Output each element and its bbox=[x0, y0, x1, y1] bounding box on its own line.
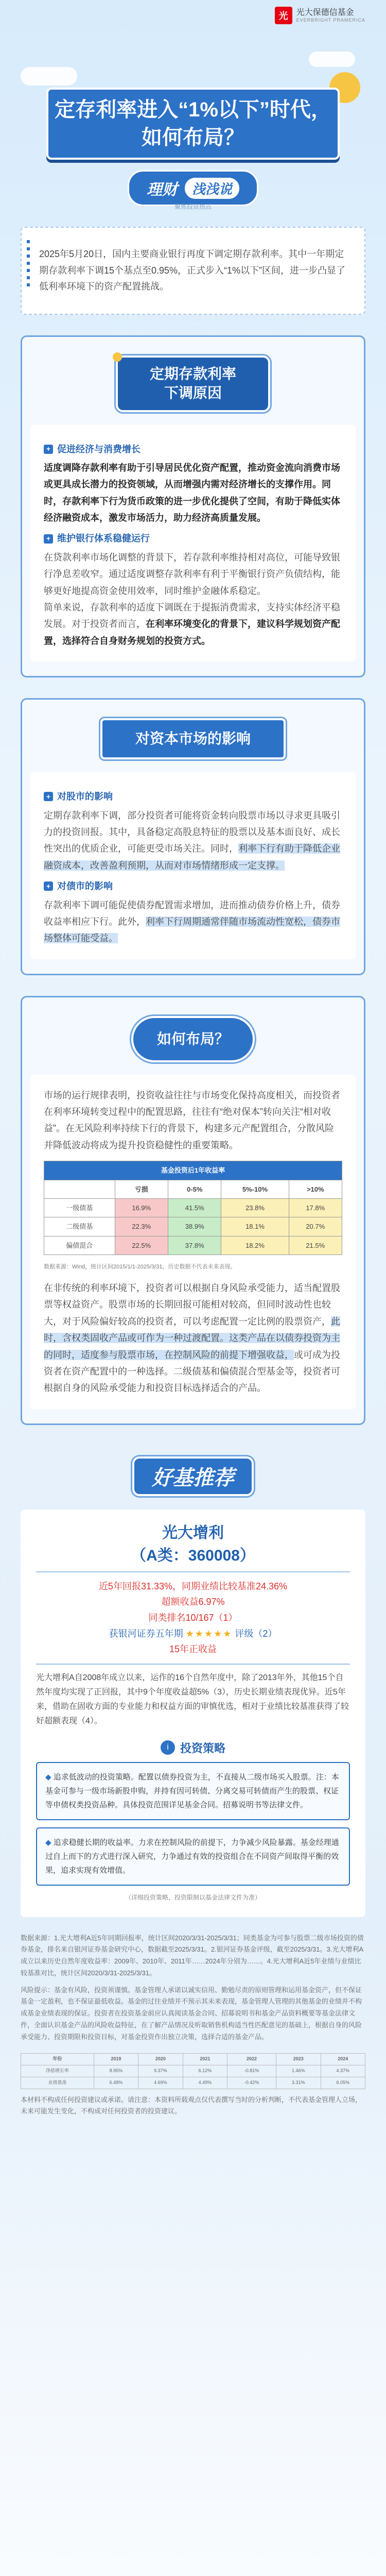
intro-card bbox=[21, 227, 365, 315]
table-cell: 8.95% bbox=[94, 2065, 138, 2077]
table-cell: 二级债基 bbox=[44, 1217, 115, 1236]
hero-title-line2: 如何布局？ bbox=[142, 126, 244, 149]
table-col: 0-5% bbox=[168, 1180, 221, 1198]
section3-text2-highlight: 此时，含权类固收产品或可作为一种过渡配置。这类产品在以债券投资为主的同时，适度参与股票市场，在控制风险的前提下增强收益， bbox=[44, 1316, 340, 1360]
section2-body bbox=[30, 772, 356, 959]
disclaimer-p3: 本材料不构成任何投资建议或承诺。请注意：本资料所载观点仅代表撰写当时的分析判断，不代表基金管理人立场，未来可能发生变化，不构成对任何投资者的投资建议。 bbox=[21, 2095, 362, 2115]
rating-stars-icon: ★★★★★ bbox=[185, 1628, 233, 1639]
strategy-box-2 bbox=[36, 1827, 350, 1886]
section1-sub1-label: 促进经济与消费增长 bbox=[57, 444, 141, 454]
section2-sub1-highlight: 利率下行有助于降低企业融资成本，改善盈利预期，从而对市场情绪形成一定支撑。 bbox=[44, 843, 340, 871]
table-header: 基金投资后1年收益率 bbox=[44, 1161, 342, 1180]
table-cell: -0.81% bbox=[227, 2065, 276, 2077]
table-cell: 22.3% bbox=[115, 1217, 168, 1236]
divider bbox=[36, 1664, 350, 1665]
table-cell: 21.5% bbox=[289, 1236, 342, 1255]
table-col: 2022 bbox=[227, 2054, 276, 2065]
top-bar bbox=[0, 0, 386, 31]
fund-return-line: 近5年回报31.33%，同期业绩比较基准24.36% bbox=[98, 1581, 288, 1591]
tag-right: 浅浅说 bbox=[185, 178, 239, 199]
table-cell: 净值增长率 bbox=[21, 2065, 94, 2077]
table-cell: 4.69% bbox=[138, 2077, 183, 2089]
brand-sub: EVERBRIGHT PRAMERICA bbox=[296, 17, 365, 23]
fund-code: （A类：360008） bbox=[131, 1547, 255, 1564]
brand-name: 光大保德信基金 bbox=[296, 8, 354, 18]
table-cell: 6.48% bbox=[94, 2077, 138, 2089]
table-cell: 9.37% bbox=[138, 2065, 183, 2077]
table-cell: 23.8% bbox=[221, 1199, 289, 1217]
disclaimer-p2: 风险提示：基金有风险，投资须谨慎。基金管理人承诺以诚实信用、勤勉尽责的原则管理和运用基金资产，但不保证基金一定盈利，也不保证最低收益。基金的过往业绩并不预示其未来表现，基金管理人管理的其他基金的业绩并不构成基金业绩表现的保证。投资者在投资基金前应认真阅读基金合同、招募说明书和基金产品资料概要等基金法律文件，全面认识基金产品的风险收益特征，在了解产品情况及听取销售机构适当性匹配意见的基础上，根据自身的风险承受能力、投资期限和投资目标，对基金投资作出独立决策，选择合适的基金产品。 bbox=[21, 1986, 362, 2041]
section2-sub2-label: 对债市的影响 bbox=[57, 881, 113, 892]
fund-excess-line: 超额收益6.97% bbox=[161, 1597, 225, 1607]
dots-decoration-icon bbox=[27, 240, 30, 286]
table-cell: 1.46% bbox=[276, 2065, 321, 2077]
strategy-title bbox=[36, 1740, 350, 1756]
table-cell: 18.1% bbox=[221, 1217, 289, 1236]
table-cell: 一级债基 bbox=[44, 1199, 115, 1217]
table-row bbox=[44, 1236, 342, 1255]
section-how-to-allocate bbox=[21, 996, 365, 1425]
fund-description: 光大增利A自2008年成立以来，运作的16个自然年度中，除了2013年外，其他15个自然年度均实现了正回报，其中9个年度收益超5%（3），历史长期业绩表现优异。近5年来，借助在固收方面的专业能力和权益方面的审慎优选，相对于业绩比较基准获得了较好超额表现（4）。 bbox=[36, 1673, 349, 1725]
section1-sub2-label: 维护银行体系稳健运行 bbox=[57, 533, 150, 544]
table-col: 2024 bbox=[321, 2054, 365, 2065]
intro-text: 2025年5月20日，国内主要商业银行再度下调定期存款利率。其中一年期定期存款利率下调15个基点至0.95%，正式步入“1%以下”区间，进一步凸显了低利率环境下的资产配置挑战。 bbox=[39, 249, 346, 292]
section1-sub2 bbox=[44, 530, 342, 547]
table-cell: 6.12% bbox=[183, 2065, 227, 2077]
hero bbox=[0, 31, 386, 216]
rating-tail: 评级（2） bbox=[235, 1628, 277, 1639]
section-market-impact bbox=[21, 698, 365, 975]
bubble-decoration-icon bbox=[113, 352, 122, 362]
table-cell: 偏债混合 bbox=[44, 1236, 115, 1255]
recommend-title-text: 好基推荐 bbox=[132, 1456, 254, 1496]
section2-badge: 对资本市场的影响 bbox=[100, 718, 286, 759]
strategy-box-1 bbox=[36, 1762, 350, 1820]
section2-sub1 bbox=[44, 788, 342, 805]
tag-sub: 聚焦投资热点 bbox=[174, 203, 212, 210]
table-cell: 20.7% bbox=[289, 1217, 342, 1236]
table-cell: 18.2% bbox=[221, 1236, 289, 1255]
cloud-decoration-icon bbox=[21, 67, 77, 86]
tag-left: 理财 bbox=[146, 181, 178, 198]
table-cell: 4.49% bbox=[183, 2077, 227, 2089]
fund-name: 光大增利 bbox=[162, 1524, 224, 1541]
section1-badge bbox=[116, 355, 270, 412]
fund-card bbox=[21, 1510, 365, 1917]
table-cell: 6.05% bbox=[321, 2077, 365, 2089]
strategy-text-2: 追求稳健长期的收益率。力求在控制风险的前提下，力争减少风险暴露。基金经理通过自上而下的方式进行深入研究，力争通过有效的投资组合在不同资产间取得平衡的效果，追求实现有效增值。 bbox=[45, 1838, 339, 1875]
section1-sub1 bbox=[44, 441, 342, 457]
section3-text2: 在非传统的利率环境下，投资者可以根据自身风险承受能力，适当配置股票等权益资产。股票市场的长期回报可能相对较高，但同时波动性也较大，对于风险偏好较高的投资者，可以考虑配置一定比例的股票资产， bbox=[44, 1283, 340, 1327]
plus-icon: + bbox=[44, 882, 53, 891]
table-row bbox=[21, 2077, 365, 2089]
section1-sub2-text: 在贷款利率市场化调整的背景下，若存款利率维持相对高位，可能导致银行净息差收窄。通过适度调整存款利率有利于平衡银行资产负债结构，能够更好地提高资金使用效率，同时维护金融体系稳定。 bbox=[44, 552, 340, 596]
table-note: 数据来源：Wind，统计区间2015/1/1-2025/3/31，历史数据不代表未来表现。 bbox=[44, 1264, 236, 1270]
plus-icon: + bbox=[44, 534, 53, 544]
table-cell: 16.9% bbox=[115, 1199, 168, 1217]
section3-badge: 如何布局？ bbox=[131, 1016, 255, 1062]
section2-sub2 bbox=[44, 878, 342, 894]
table-col: 亏损 bbox=[115, 1180, 168, 1198]
section1-lead: 适度调降存款利率有助于引导居民优化资产配置，推动资金流向消费市场或更具成长潜力的投资领域，从而增强内需对经济增长的支撑作用。同时，存款利率下行为货币政策的进一步优化提供了空间， bbox=[44, 462, 340, 506]
fund-since-line: 15年正收益 bbox=[169, 1644, 217, 1655]
section2-sub1-text: 定期存款利率下调，部分投资者可能将资金转向股票市场以寻求更具吸引力的投资回报。其中，具备稳定高股息特征的股票以及基本面良好、成长性突出的优质企业，可能更受市场关注。同时， bbox=[44, 810, 340, 854]
table-row bbox=[44, 1199, 342, 1217]
section1-lead-bold: 有助于降低实体经济融资成本，激发市场活力，助力经济高质量发展。 bbox=[44, 496, 340, 523]
table-cell: 37.8% bbox=[168, 1236, 221, 1255]
table-cell: 22.5% bbox=[115, 1236, 168, 1255]
brand-logo bbox=[275, 7, 365, 24]
table-col: 2023 bbox=[276, 2054, 321, 2065]
section2-sub2-highlight: 利率下行周期通常伴随市场流动性宽松，债券市场整体可能受益。 bbox=[44, 916, 340, 944]
fund-rank-line: 同类排名10/167（1） bbox=[148, 1612, 238, 1623]
return-distribution-table bbox=[44, 1161, 342, 1255]
plus-icon: + bbox=[44, 792, 53, 801]
section2-sub2-text: 存款利率下调可能促使债券配置需求增加，进而推动债券价格上升，债券收益率相应下行。此外， bbox=[44, 900, 340, 927]
table-cell: 38.9% bbox=[168, 1217, 221, 1236]
table-col: 2019 bbox=[94, 2054, 138, 2065]
section1-sub2-text2: 简单来说，存款利率的适度下调既在于提振消费需求，支持实体经济平稳发展。对于投资者而言， bbox=[44, 602, 340, 630]
section3-text1: 市场的运行规律表明，投资收益往往与市场变化保持高度相关，而投资者在利率环境转变过程中的配置思路，往往有“绝对保本”转向关注“相对收益”。在无风险利率持续下行的背景下，构建多元产配置组合，分散风险并降低波动将成为提升投资稳健性的重要策略。 bbox=[44, 1090, 340, 1150]
table-cell: 3.31% bbox=[276, 2077, 321, 2089]
info-icon: i bbox=[161, 1740, 175, 1755]
strategy-title-text: 投资策略 bbox=[180, 1741, 225, 1755]
table-cell: -0.42% bbox=[227, 2077, 276, 2089]
table-cell: 17.8% bbox=[289, 1199, 342, 1217]
divider bbox=[36, 1571, 350, 1572]
column-tag bbox=[0, 170, 386, 206]
section1-body bbox=[30, 425, 356, 662]
plus-icon: + bbox=[44, 445, 53, 454]
rating-label: 获银河证券五年期 bbox=[109, 1628, 183, 1639]
disclaimer-p1: 数据来源：1.光大增利A近5年同期回报率，统计区间2020/3/31-2025/3/31；同类基金为可参与股票二级市场投资的债券基金，排名来自银河证券基金研究中心，数据截至2025/3/31。2.银河证券基金评级，截至2025/3/31。3.光大增利A成立以来历史自然年度收益率：2009年、2010年、2011年……2024年分别为……。4.光大增利A近5年业绩与业绩比较基准对比，统计区间2020/3/31-2025/3/31。 bbox=[21, 1934, 364, 1977]
table-col: 年份 bbox=[21, 2054, 94, 2065]
section1-sub2-bold: 在利率环境变化的背景下，建议科学规划资产配置，选择符合自身财务规划的投资方式。 bbox=[44, 619, 340, 646]
table-cell: 41.5% bbox=[168, 1199, 221, 1217]
strategy-note: （详细投资策略，投资限制以基金法律文件为准） bbox=[125, 1893, 261, 1901]
section1-badge-line1: 定期存款利率 bbox=[149, 366, 236, 382]
section3-text2-tail: 或可成为投资者在资产配置中的一种选择。二级债基和偏债混合型基金等，投资者可根据自身的风险承受能力和投资目标选择适合的产品。 bbox=[44, 1349, 340, 1394]
strategy-text-1: 追求低波动的投资策略。配置以债券投资为主，不直接从二级市场买入股票。注：本基金可参与一级市场新股申购，并持有因可转债、分离交易可转债而产生的股票、权证等申债权类投资品种。具体投资范围详见基金合同。招募说明书等法律文件。 bbox=[45, 1772, 339, 1809]
hero-title-line1: 定存利率进入“1%以下”时代， bbox=[55, 98, 331, 121]
recommend-title bbox=[100, 1456, 286, 1497]
table-col: 2021 bbox=[183, 2054, 227, 2065]
logo-mark-icon: 光 bbox=[275, 7, 292, 24]
section2-sub1-label: 对股市的影响 bbox=[57, 791, 113, 802]
section3-body bbox=[30, 1075, 356, 1409]
table-row bbox=[21, 2065, 365, 2077]
section-rate-cut-reasons bbox=[21, 335, 365, 678]
table-col bbox=[44, 1180, 115, 1198]
bullet-icon: ◆ bbox=[45, 1838, 54, 1847]
disclaimer bbox=[21, 1933, 365, 2118]
table-cell: 业绩基准 bbox=[21, 2077, 94, 2089]
section1-badge-line2: 下调原因 bbox=[164, 384, 222, 401]
table-cell: 4.37% bbox=[321, 2065, 365, 2077]
bullet-icon: ◆ bbox=[45, 1772, 54, 1782]
hero-title-box bbox=[46, 88, 340, 160]
fund-rating-line bbox=[36, 1626, 350, 1642]
table-col: >10% bbox=[289, 1180, 342, 1198]
table-col: 2020 bbox=[138, 2054, 183, 2065]
table-col: 5%-10% bbox=[221, 1180, 289, 1198]
cloud-decoration-icon bbox=[309, 52, 355, 67]
table-row bbox=[44, 1217, 342, 1236]
performance-table bbox=[21, 2053, 365, 2089]
